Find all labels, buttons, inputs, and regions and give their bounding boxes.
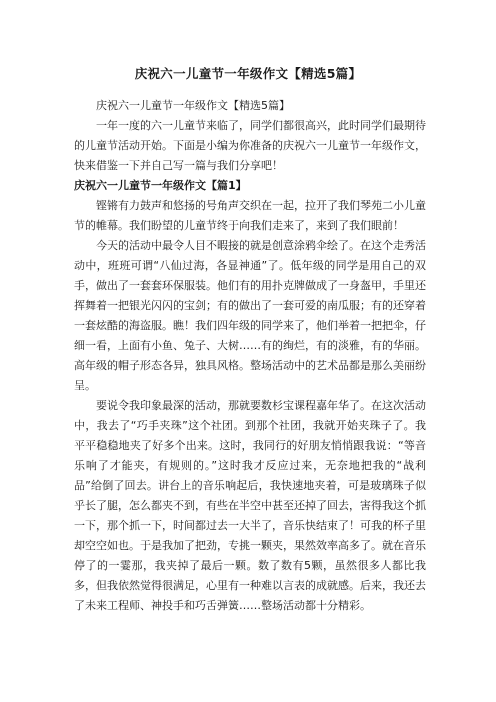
paragraph-subtitle: 庆祝六一儿童节一年级作文【精选5篇】: [96, 99, 290, 112]
paragraph-intro: 一年一度的六一儿童节来临了，同学们都很高兴，此时同学们最期待的儿童节活动开始。下面是小编为你准备的庆祝六一儿童节一年级作文，快来借鉴一下并自己写一篇与我们分享吧！: [74, 119, 426, 172]
paragraph: 铿锵有力鼓声和悠扬的号角声交织在一起，拉开了我们琴苑二小儿童节的帷幕。我们盼望的儿童节终于向我们走来了，来到了我们眼前！: [74, 199, 426, 232]
section-heading: 庆祝六一儿童节一年级作文【篇1】: [74, 179, 247, 192]
document-title: 庆祝六一儿童节一年级作文【精选5篇】: [134, 66, 362, 81]
document-body: [74, 96, 426, 616]
paragraph: 今天的活动中最令人目不暇接的就是创意涂鸦伞绘了。在这个走秀活动中，班班可谓“八仙过海，各显神通”了。低年级的同学是用自己的双手，做出了一套套环保服装。他们有的用扑克牌做成了一身盔甲，手里还挥舞着一把银光闪闪的宝剑；有的做出了一套可爱的南瓜服；有的还穿着一套炫酷的海盗服。瞧！我们四年级的同学来了，他们举着一把把伞，仔细一看，上面有小鱼、兔子、大树……有的绚烂，有的淡雅，有的华丽。高年级的帽子形态各异，独具风格。整场活动中的艺术品都是那么美丽纷呈。: [74, 239, 426, 392]
paragraph: 要说令我印象最深的活动，那就要数杉宝课程嘉年华了。在这次活动中，我去了“巧手夹珠”这个社团。到那个社团，我就开始夹珠子了。我平平稳稳地夹了好多个出来。这时，我同行的好朋友悄悄跟我说：“等音乐响了才能夹，有规则的。”这时我才反应过来，无奈地把我的“战利品”给倒了回去。讲台上的音乐响起后，我快速地夹着，可是玻璃珠子似乎长了腿，怎么都夹不到，有些在半空中甚至还掉了回去，害得我这个抓一下，那个抓一下，时间都过去一大半了，音乐快结束了！可我的杯子里却空空如也。于是我加了把劲，专挑一颗夹，果然效率高多了。就在音乐停了的一霎那，我夹掉了最后一颗。数了数有5颗，虽然很多人都比我多，但我依然觉得很满足，心里有一种难以言表的成就感。后来，我还去了未来工程师、神投手和巧舌弹簧……整场活动都十分精彩。: [74, 399, 426, 612]
